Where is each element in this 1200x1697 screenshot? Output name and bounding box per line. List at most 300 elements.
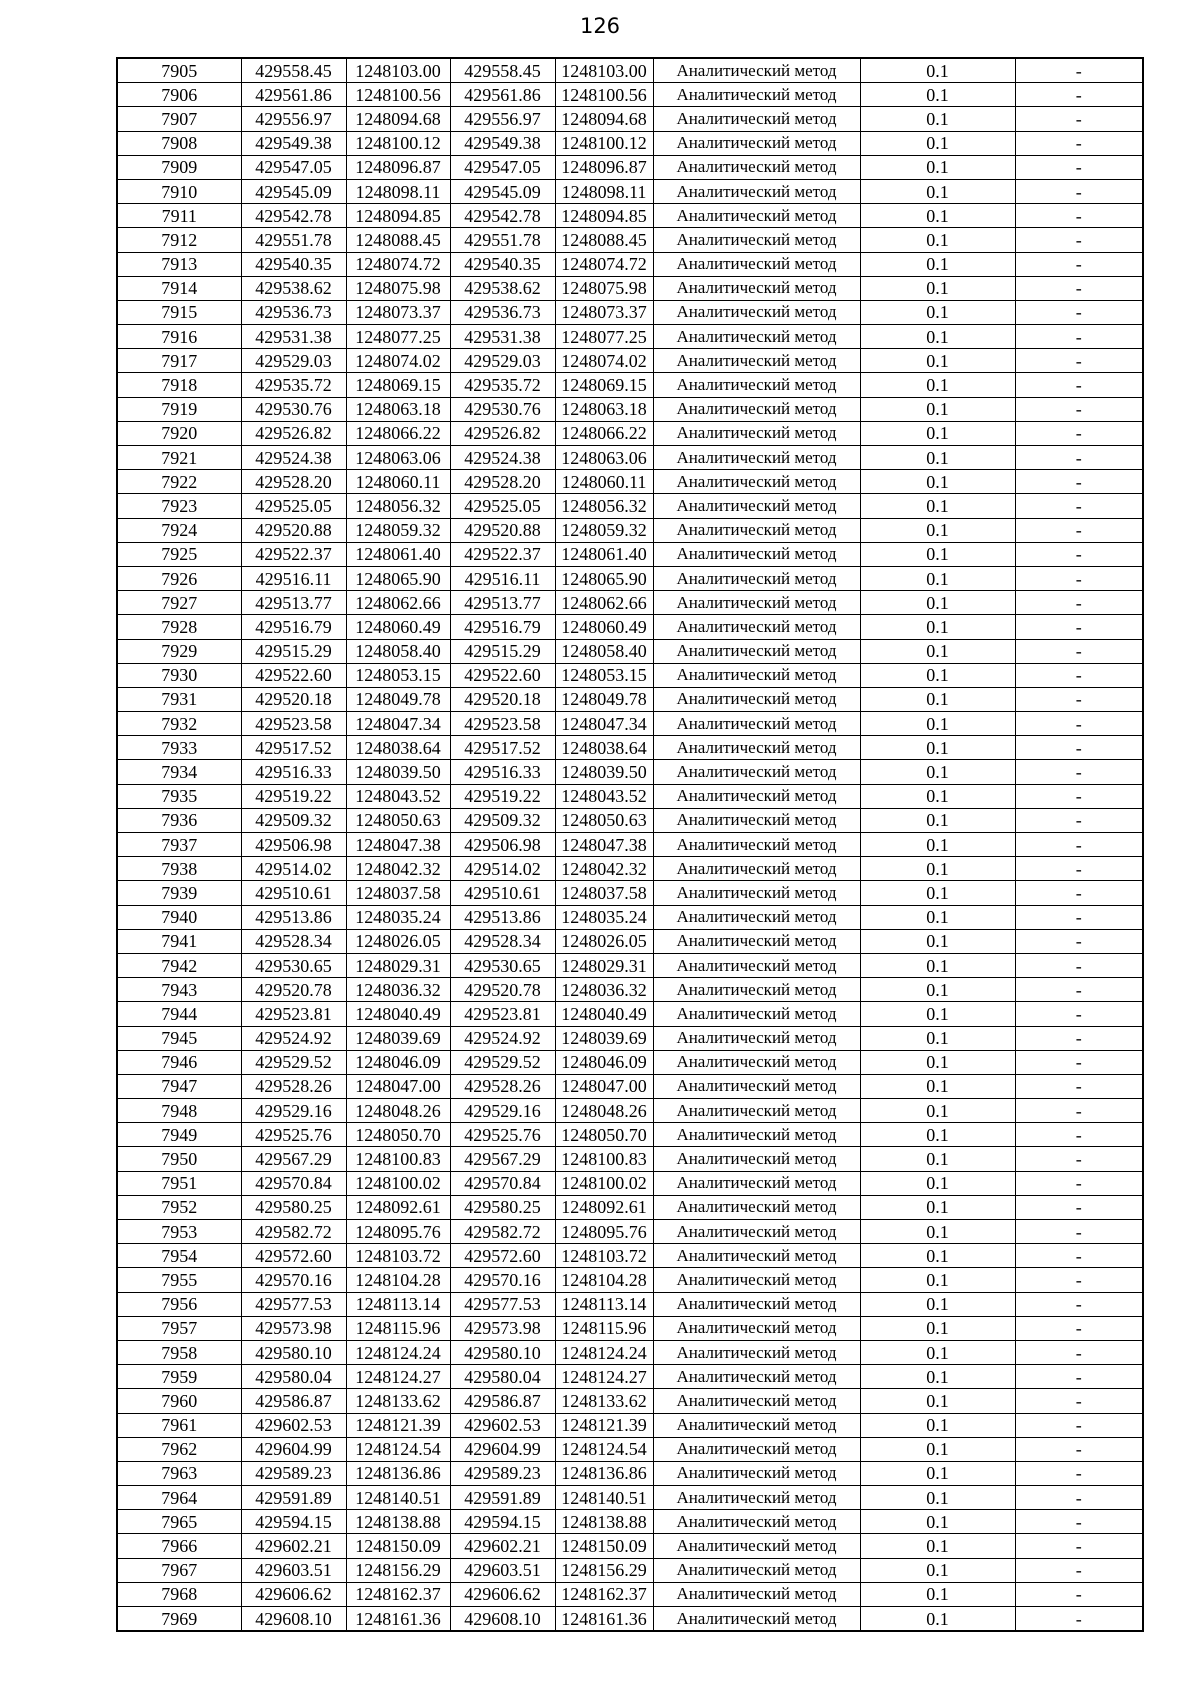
point-number-cell: 7924	[117, 518, 241, 542]
x-old-cell: 429516.79	[241, 615, 346, 639]
y-new-cell: 1248098.11	[555, 179, 653, 203]
method-cell: Аналитический метод	[653, 566, 860, 590]
table-row	[117, 663, 1143, 687]
method-cell: Аналитический метод	[653, 905, 860, 929]
y-old-cell: 1248059.32	[346, 518, 450, 542]
note-cell: -	[1015, 1486, 1143, 1510]
accuracy-cell: 0.1	[860, 252, 1015, 276]
accuracy-cell: 0.1	[860, 179, 1015, 203]
y-old-cell: 1248060.49	[346, 615, 450, 639]
accuracy-cell: 0.1	[860, 1365, 1015, 1389]
accuracy-cell: 0.1	[860, 397, 1015, 421]
point-number-cell: 7918	[117, 373, 241, 397]
x-old-cell: 429570.84	[241, 1171, 346, 1195]
note-cell: -	[1015, 1292, 1143, 1316]
accuracy-cell: 0.1	[860, 639, 1015, 663]
x-old-cell: 429602.53	[241, 1413, 346, 1437]
note-cell: -	[1015, 276, 1143, 300]
x-new-cell: 429525.05	[450, 494, 555, 518]
x-old-cell: 429572.60	[241, 1244, 346, 1268]
x-new-cell: 429580.04	[450, 1365, 555, 1389]
note-cell: -	[1015, 1099, 1143, 1123]
x-new-cell: 429530.65	[450, 953, 555, 977]
x-old-cell: 429606.62	[241, 1582, 346, 1606]
y-old-cell: 1248035.24	[346, 905, 450, 929]
table-row	[117, 1365, 1143, 1389]
accuracy-cell: 0.1	[860, 228, 1015, 252]
point-number-cell: 7963	[117, 1461, 241, 1485]
y-old-cell: 1248029.31	[346, 953, 450, 977]
x-new-cell: 429561.86	[450, 83, 555, 107]
y-new-cell: 1248124.24	[555, 1340, 653, 1364]
point-number-cell: 7932	[117, 712, 241, 736]
x-new-cell: 429509.32	[450, 808, 555, 832]
x-new-cell: 429519.22	[450, 784, 555, 808]
y-old-cell: 1248103.72	[346, 1244, 450, 1268]
point-number-cell: 7962	[117, 1437, 241, 1461]
method-cell: Аналитический метод	[653, 542, 860, 566]
method-cell: Аналитический метод	[653, 470, 860, 494]
accuracy-cell: 0.1	[860, 1171, 1015, 1195]
method-cell: Аналитический метод	[653, 1582, 860, 1606]
table-row	[117, 518, 1143, 542]
accuracy-cell: 0.1	[860, 1195, 1015, 1219]
note-cell: -	[1015, 1389, 1143, 1413]
x-old-cell: 429528.26	[241, 1074, 346, 1098]
table-row	[117, 421, 1143, 445]
y-new-cell: 1248061.40	[555, 542, 653, 566]
y-new-cell: 1248040.49	[555, 1002, 653, 1026]
y-new-cell: 1248113.14	[555, 1292, 653, 1316]
y-old-cell: 1248094.85	[346, 204, 450, 228]
accuracy-cell: 0.1	[860, 1292, 1015, 1316]
y-new-cell: 1248074.72	[555, 252, 653, 276]
accuracy-cell: 0.1	[860, 1340, 1015, 1364]
method-cell: Аналитический метод	[653, 615, 860, 639]
table-row	[117, 1486, 1143, 1510]
x-new-cell: 429580.25	[450, 1195, 555, 1219]
x-old-cell: 429602.21	[241, 1534, 346, 1558]
table-row	[117, 1437, 1143, 1461]
accuracy-cell: 0.1	[860, 1268, 1015, 1292]
method-cell: Аналитический метод	[653, 1510, 860, 1534]
x-new-cell: 429531.38	[450, 325, 555, 349]
point-number-cell: 7929	[117, 639, 241, 663]
point-number-cell: 7961	[117, 1413, 241, 1437]
x-new-cell: 429567.29	[450, 1147, 555, 1171]
x-old-cell: 429540.35	[241, 252, 346, 276]
y-new-cell: 1248047.00	[555, 1074, 653, 1098]
x-new-cell: 429529.52	[450, 1050, 555, 1074]
y-new-cell: 1248092.61	[555, 1195, 653, 1219]
x-new-cell: 429522.37	[450, 542, 555, 566]
method-cell: Аналитический метод	[653, 808, 860, 832]
y-new-cell: 1248066.22	[555, 421, 653, 445]
accuracy-cell: 0.1	[860, 978, 1015, 1002]
table-row	[117, 179, 1143, 203]
y-new-cell: 1248047.34	[555, 712, 653, 736]
note-cell: -	[1015, 1534, 1143, 1558]
table-row	[117, 1099, 1143, 1123]
x-old-cell: 429608.10	[241, 1607, 346, 1632]
note-cell: -	[1015, 252, 1143, 276]
y-new-cell: 1248100.02	[555, 1171, 653, 1195]
note-cell: -	[1015, 1340, 1143, 1364]
point-number-cell: 7911	[117, 204, 241, 228]
point-number-cell: 7942	[117, 953, 241, 977]
accuracy-cell: 0.1	[860, 1389, 1015, 1413]
accuracy-cell: 0.1	[860, 615, 1015, 639]
accuracy-cell: 0.1	[860, 712, 1015, 736]
x-old-cell: 429589.23	[241, 1461, 346, 1485]
accuracy-cell: 0.1	[860, 1534, 1015, 1558]
note-cell: -	[1015, 1074, 1143, 1098]
table-row	[117, 978, 1143, 1002]
point-number-cell: 7930	[117, 663, 241, 687]
point-number-cell: 7958	[117, 1340, 241, 1364]
accuracy-cell: 0.1	[860, 1461, 1015, 1485]
point-number-cell: 7964	[117, 1486, 241, 1510]
note-cell: -	[1015, 131, 1143, 155]
y-new-cell: 1248069.15	[555, 373, 653, 397]
x-new-cell: 429516.79	[450, 615, 555, 639]
method-cell: Аналитический метод	[653, 1389, 860, 1413]
note-cell: -	[1015, 446, 1143, 470]
x-old-cell: 429531.38	[241, 325, 346, 349]
point-number-cell: 7954	[117, 1244, 241, 1268]
method-cell: Аналитический метод	[653, 155, 860, 179]
point-number-cell: 7955	[117, 1268, 241, 1292]
note-cell: -	[1015, 300, 1143, 324]
method-cell: Аналитический метод	[653, 1220, 860, 1244]
table-row	[117, 276, 1143, 300]
accuracy-cell: 0.1	[860, 542, 1015, 566]
method-cell: Аналитический метод	[653, 1244, 860, 1268]
x-new-cell: 429545.09	[450, 179, 555, 203]
y-new-cell: 1248150.09	[555, 1534, 653, 1558]
y-new-cell: 1248100.56	[555, 83, 653, 107]
y-old-cell: 1248037.58	[346, 881, 450, 905]
x-old-cell: 429528.34	[241, 929, 346, 953]
note-cell: -	[1015, 1461, 1143, 1485]
y-old-cell: 1248046.09	[346, 1050, 450, 1074]
x-old-cell: 429594.15	[241, 1510, 346, 1534]
y-new-cell: 1248124.54	[555, 1437, 653, 1461]
table-row	[117, 373, 1143, 397]
point-number-cell: 7921	[117, 446, 241, 470]
table-row	[117, 1074, 1143, 1098]
note-cell: -	[1015, 833, 1143, 857]
note-cell: -	[1015, 953, 1143, 977]
y-old-cell: 1248050.63	[346, 808, 450, 832]
y-new-cell: 1248046.09	[555, 1050, 653, 1074]
y-old-cell: 1248042.32	[346, 857, 450, 881]
method-cell: Аналитический метод	[653, 1050, 860, 1074]
table-row	[117, 1534, 1143, 1558]
method-cell: Аналитический метод	[653, 881, 860, 905]
point-number-cell: 7926	[117, 566, 241, 590]
note-cell: -	[1015, 1316, 1143, 1340]
note-cell: -	[1015, 639, 1143, 663]
method-cell: Аналитический метод	[653, 712, 860, 736]
point-number-cell: 7946	[117, 1050, 241, 1074]
note-cell: -	[1015, 591, 1143, 615]
x-old-cell: 429580.10	[241, 1340, 346, 1364]
method-cell: Аналитический метод	[653, 1437, 860, 1461]
table-row	[117, 1195, 1143, 1219]
note-cell: -	[1015, 179, 1143, 203]
table-row	[117, 736, 1143, 760]
y-new-cell: 1248100.12	[555, 131, 653, 155]
x-new-cell: 429570.84	[450, 1171, 555, 1195]
point-number-cell: 7934	[117, 760, 241, 784]
x-old-cell: 429573.98	[241, 1316, 346, 1340]
note-cell: -	[1015, 1195, 1143, 1219]
y-old-cell: 1248039.50	[346, 760, 450, 784]
y-old-cell: 1248048.26	[346, 1099, 450, 1123]
x-old-cell: 429536.73	[241, 300, 346, 324]
note-cell: -	[1015, 905, 1143, 929]
accuracy-cell: 0.1	[860, 300, 1015, 324]
accuracy-cell: 0.1	[860, 494, 1015, 518]
point-number-cell: 7906	[117, 83, 241, 107]
method-cell: Аналитический метод	[653, 1099, 860, 1123]
x-old-cell: 429542.78	[241, 204, 346, 228]
x-new-cell: 429606.62	[450, 1582, 555, 1606]
y-old-cell: 1248138.88	[346, 1510, 450, 1534]
x-old-cell: 429582.72	[241, 1220, 346, 1244]
table-row	[117, 566, 1143, 590]
method-cell: Аналитический метод	[653, 1558, 860, 1582]
y-new-cell: 1248094.85	[555, 204, 653, 228]
note-cell: -	[1015, 470, 1143, 494]
point-number-cell: 7951	[117, 1171, 241, 1195]
x-new-cell: 429603.51	[450, 1558, 555, 1582]
note-cell: -	[1015, 712, 1143, 736]
y-old-cell: 1248088.45	[346, 228, 450, 252]
accuracy-cell: 0.1	[860, 1123, 1015, 1147]
x-old-cell: 429535.72	[241, 373, 346, 397]
table-row	[117, 784, 1143, 808]
y-old-cell: 1248156.29	[346, 1558, 450, 1582]
method-cell: Аналитический метод	[653, 1340, 860, 1364]
x-old-cell: 429516.11	[241, 566, 346, 590]
y-new-cell: 1248038.64	[555, 736, 653, 760]
point-number-cell: 7905	[117, 58, 241, 83]
accuracy-cell: 0.1	[860, 1316, 1015, 1340]
y-old-cell: 1248115.96	[346, 1316, 450, 1340]
y-new-cell: 1248077.25	[555, 325, 653, 349]
y-old-cell: 1248094.68	[346, 107, 450, 131]
x-new-cell: 429513.86	[450, 905, 555, 929]
table-row	[117, 1340, 1143, 1364]
method-cell: Аналитический метод	[653, 107, 860, 131]
y-new-cell: 1248103.00	[555, 58, 653, 83]
point-number-cell: 7949	[117, 1123, 241, 1147]
y-old-cell: 1248062.66	[346, 591, 450, 615]
point-number-cell: 7928	[117, 615, 241, 639]
y-new-cell: 1248062.66	[555, 591, 653, 615]
accuracy-cell: 0.1	[860, 1607, 1015, 1632]
method-cell: Аналитический метод	[653, 83, 860, 107]
note-cell: -	[1015, 83, 1143, 107]
accuracy-cell: 0.1	[860, 518, 1015, 542]
note-cell: -	[1015, 1510, 1143, 1534]
x-new-cell: 429547.05	[450, 155, 555, 179]
note-cell: -	[1015, 542, 1143, 566]
method-cell: Аналитический метод	[653, 252, 860, 276]
method-cell: Аналитический метод	[653, 953, 860, 977]
x-old-cell: 429545.09	[241, 179, 346, 203]
method-cell: Аналитический метод	[653, 1123, 860, 1147]
method-cell: Аналитический метод	[653, 639, 860, 663]
point-number-cell: 7939	[117, 881, 241, 905]
x-new-cell: 429523.58	[450, 712, 555, 736]
method-cell: Аналитический метод	[653, 1195, 860, 1219]
x-new-cell: 429586.87	[450, 1389, 555, 1413]
y-new-cell: 1248156.29	[555, 1558, 653, 1582]
x-new-cell: 429522.60	[450, 663, 555, 687]
y-old-cell: 1248073.37	[346, 300, 450, 324]
method-cell: Аналитический метод	[653, 1365, 860, 1389]
note-cell: -	[1015, 1220, 1143, 1244]
table-row	[117, 252, 1143, 276]
note-cell: -	[1015, 808, 1143, 832]
x-old-cell: 429519.22	[241, 784, 346, 808]
table-row	[117, 929, 1143, 953]
point-number-cell: 7912	[117, 228, 241, 252]
table-row	[117, 1050, 1143, 1074]
note-cell: -	[1015, 397, 1143, 421]
x-old-cell: 429591.89	[241, 1486, 346, 1510]
x-old-cell: 429586.87	[241, 1389, 346, 1413]
y-old-cell: 1248040.49	[346, 1002, 450, 1026]
method-cell: Аналитический метод	[653, 1486, 860, 1510]
method-cell: Аналитический метод	[653, 325, 860, 349]
note-cell: -	[1015, 1147, 1143, 1171]
table-row	[117, 228, 1143, 252]
point-number-cell: 7917	[117, 349, 241, 373]
y-new-cell: 1248029.31	[555, 953, 653, 977]
x-old-cell: 429556.97	[241, 107, 346, 131]
y-new-cell: 1248161.36	[555, 1607, 653, 1632]
y-new-cell: 1248065.90	[555, 566, 653, 590]
x-new-cell: 429528.26	[450, 1074, 555, 1098]
y-old-cell: 1248124.54	[346, 1437, 450, 1461]
x-new-cell: 429528.34	[450, 929, 555, 953]
x-new-cell: 429604.99	[450, 1437, 555, 1461]
y-new-cell: 1248140.51	[555, 1486, 653, 1510]
y-old-cell: 1248039.69	[346, 1026, 450, 1050]
note-cell: -	[1015, 518, 1143, 542]
point-number-cell: 7922	[117, 470, 241, 494]
note-cell: -	[1015, 494, 1143, 518]
y-new-cell: 1248049.78	[555, 687, 653, 711]
point-number-cell: 7957	[117, 1316, 241, 1340]
y-old-cell: 1248075.98	[346, 276, 450, 300]
note-cell: -	[1015, 857, 1143, 881]
y-old-cell: 1248053.15	[346, 663, 450, 687]
note-cell: -	[1015, 1123, 1143, 1147]
y-old-cell: 1248050.70	[346, 1123, 450, 1147]
note-cell: -	[1015, 687, 1143, 711]
note-cell: -	[1015, 978, 1143, 1002]
x-old-cell: 429549.38	[241, 131, 346, 155]
method-cell: Аналитический метод	[653, 1171, 860, 1195]
y-new-cell: 1248094.68	[555, 107, 653, 131]
point-number-cell: 7938	[117, 857, 241, 881]
accuracy-cell: 0.1	[860, 687, 1015, 711]
x-new-cell: 429520.78	[450, 978, 555, 1002]
table-row	[117, 881, 1143, 905]
accuracy-cell: 0.1	[860, 784, 1015, 808]
method-cell: Аналитический метод	[653, 1268, 860, 1292]
y-new-cell: 1248050.63	[555, 808, 653, 832]
point-number-cell: 7927	[117, 591, 241, 615]
x-old-cell: 429513.77	[241, 591, 346, 615]
note-cell: -	[1015, 1558, 1143, 1582]
y-old-cell: 1248100.02	[346, 1171, 450, 1195]
accuracy-cell: 0.1	[860, 131, 1015, 155]
table-row	[117, 953, 1143, 977]
method-cell: Аналитический метод	[653, 591, 860, 615]
point-number-cell: 7913	[117, 252, 241, 276]
table-row	[117, 1268, 1143, 1292]
x-old-cell: 429515.29	[241, 639, 346, 663]
accuracy-cell: 0.1	[860, 1437, 1015, 1461]
note-cell: -	[1015, 58, 1143, 83]
method-cell: Аналитический метод	[653, 978, 860, 1002]
x-old-cell: 429520.78	[241, 978, 346, 1002]
y-new-cell: 1248063.18	[555, 397, 653, 421]
y-new-cell: 1248043.52	[555, 784, 653, 808]
point-number-cell: 7947	[117, 1074, 241, 1098]
note-cell: -	[1015, 1365, 1143, 1389]
method-cell: Аналитический метод	[653, 349, 860, 373]
y-new-cell: 1248058.40	[555, 639, 653, 663]
note-cell: -	[1015, 1437, 1143, 1461]
y-new-cell: 1248074.02	[555, 349, 653, 373]
x-old-cell: 429526.82	[241, 421, 346, 445]
x-old-cell: 429523.58	[241, 712, 346, 736]
table-row	[117, 1244, 1143, 1268]
method-cell: Аналитический метод	[653, 736, 860, 760]
accuracy-cell: 0.1	[860, 591, 1015, 615]
accuracy-cell: 0.1	[860, 83, 1015, 107]
note-cell: -	[1015, 663, 1143, 687]
table-row	[117, 639, 1143, 663]
note-cell: -	[1015, 1002, 1143, 1026]
table-row	[117, 83, 1143, 107]
x-new-cell: 429516.11	[450, 566, 555, 590]
point-number-cell: 7953	[117, 1220, 241, 1244]
x-new-cell: 429513.77	[450, 591, 555, 615]
x-old-cell: 429523.81	[241, 1002, 346, 1026]
x-new-cell: 429589.23	[450, 1461, 555, 1485]
note-cell: -	[1015, 1413, 1143, 1437]
point-number-cell: 7944	[117, 1002, 241, 1026]
x-old-cell: 429528.20	[241, 470, 346, 494]
x-old-cell: 429577.53	[241, 1292, 346, 1316]
y-old-cell: 1248074.02	[346, 349, 450, 373]
method-cell: Аналитический метод	[653, 228, 860, 252]
point-number-cell: 7910	[117, 179, 241, 203]
note-cell: -	[1015, 1607, 1143, 1632]
x-new-cell: 429602.53	[450, 1413, 555, 1437]
y-new-cell: 1248115.96	[555, 1316, 653, 1340]
accuracy-cell: 0.1	[860, 881, 1015, 905]
table-row	[117, 349, 1143, 373]
